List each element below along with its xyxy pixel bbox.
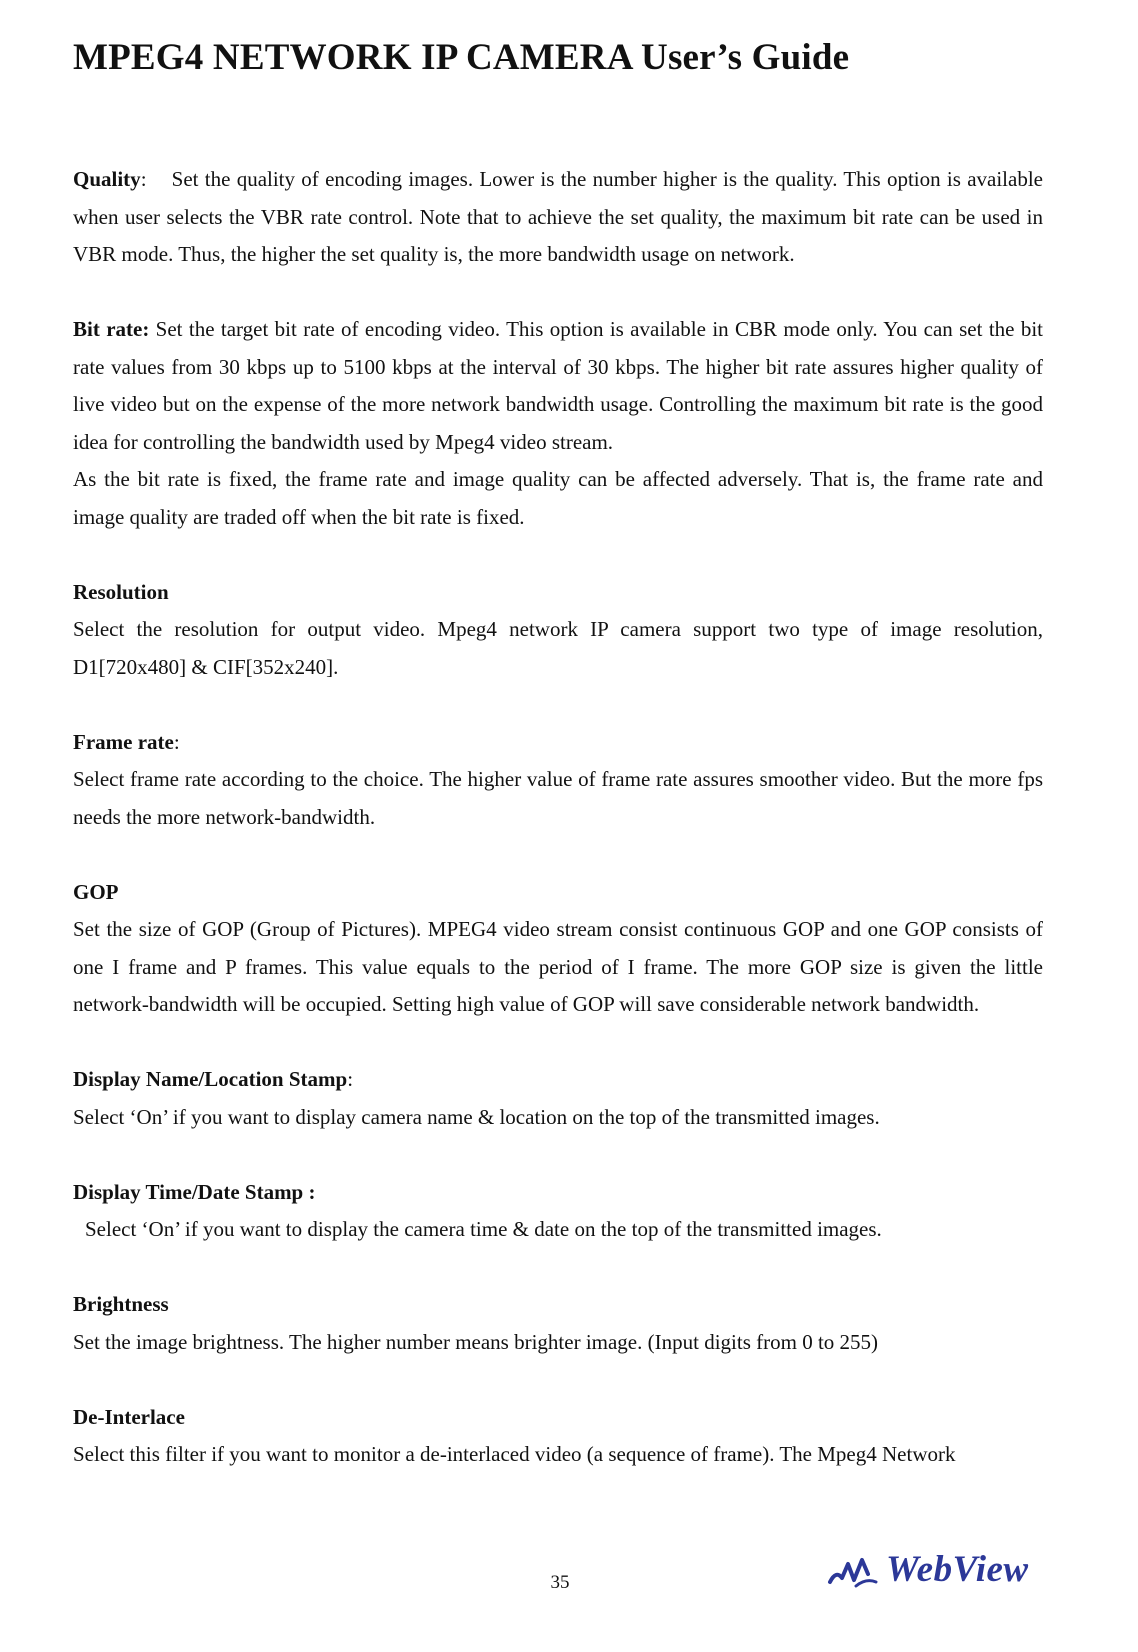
framerate-text: Select frame rate according to the choice. The higher value of frame rate assures smoother video. But the more fps needs the more network-bandwidth. <box>73 767 1043 829</box>
name-stamp-label: Display Name/Location Stamp <box>73 1067 348 1091</box>
framerate-suffix: : <box>173 729 180 754</box>
gop-text: Set the size of GOP (Group of Pictures). MPEG4 video stream consist continuous GOP and one GOP consists of one I frame and P frames. This value equals to the period of I frame. The more GOP size is given the little network-bandwidth will be occupied. Setting high value of GOP will save considerable network bandwidth. <box>73 917 1043 1016</box>
page-number: 35 <box>550 1572 570 1593</box>
bitrate-text: Set the target bit rate of encoding video. This option is available in CBR mode only. You can set the bit rate values from 30 kbps up to 5100 kbps at the interval of 30 kbps. The higher bit rate assures higher quality of live video but on the expense of the more network bandwidth usage. Controlling the maximum bit rate is the good idea for controlling the bandwidth used by Mpeg4 video stream. <box>73 317 1043 454</box>
webview-logo-text: WebView <box>886 1549 1029 1590</box>
document-body <box>73 161 1049 1474</box>
page-title: MPEG4 NETWORK IP CAMERA User’s Guide <box>73 37 850 78</box>
quality-label: Quality <box>73 167 141 191</box>
framerate-heading <box>73 724 1043 762</box>
name-stamp-heading <box>73 1061 1043 1099</box>
bitrate-paragraph <box>73 311 1043 461</box>
name-stamp-suffix: : <box>347 1067 354 1091</box>
brightness-text: Set the image brightness. The higher number means brighter image. (Input digits from 0 to 255) <box>73 1329 879 1354</box>
resolution-heading: Resolution <box>73 579 169 604</box>
gop-heading: GOP <box>73 879 119 904</box>
bitrate-label: Bit rate: <box>73 317 150 341</box>
name-stamp-text: Select ‘On’ if you want to display camera name & location on the top of the transmitted images. <box>73 1104 880 1129</box>
webview-logo-icon <box>826 1548 888 1596</box>
time-stamp-text: Select ‘On’ if you want to display the camera time & date on the top of the transmitted images. <box>85 1217 882 1241</box>
brightness-heading: Brightness <box>73 1292 169 1316</box>
bitrate-paragraph-2: As the bit rate is fixed, the frame rate and image quality can be affected adversely. That is, the frame rate and image quality are traded off when the bit rate is fixed. <box>73 467 1043 529</box>
quality-paragraph <box>73 161 1049 274</box>
deinterlace-text: Select this filter if you want to monitor a de-interlaced video (a sequence of frame). The Mpeg4 Network <box>73 1442 956 1466</box>
webview-logo <box>826 1548 1044 1596</box>
quality-text: : Set the quality of encoding images. Lower is the number higher is the quality. This option is available when user selects the VBR rate control. Note that to achieve the set quality, the maximum bit rate can be used in VBR mode. Thus, the higher the set quality is, the more bandwidth usage on network. <box>73 167 1049 266</box>
resolution-text: Select the resolution for output video. Mpeg4 network IP camera support two type of image resolution, D1[720x480] & CIF[352x240]. <box>73 617 1043 679</box>
time-stamp-heading: Display Time/Date Stamp : <box>73 1179 316 1204</box>
deinterlace-heading: De-Interlace <box>73 1404 185 1429</box>
framerate-label: Frame rate <box>73 729 174 754</box>
